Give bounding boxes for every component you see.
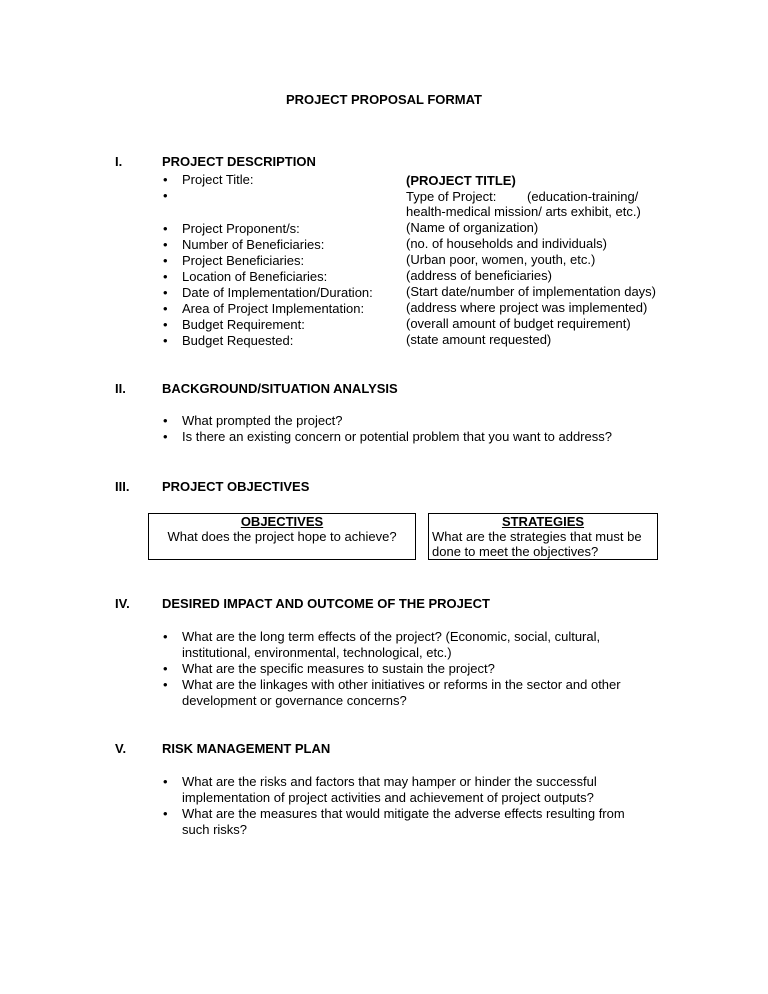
field-value: (Start date/number of implementation days) — [406, 284, 657, 299]
project-title-placeholder: (PROJECT TITLE) — [406, 173, 516, 188]
list-item-text: What are the long term effects of the project? (Economic, social, cultural, — [182, 629, 601, 644]
document-title: PROJECT PROPOSAL FORMAT — [286, 92, 482, 107]
field-value: (education-training/ — [527, 189, 639, 204]
section-heading-objectives: PROJECT OBJECTIVES — [162, 479, 310, 494]
list-item-text: What are the linkages with other initiatives or reforms in the sector and other — [182, 677, 621, 692]
list-item-text: Is there an existing concern or potential problem that you want to address? — [182, 429, 612, 444]
objectives-header: OBJECTIVES — [240, 514, 324, 529]
field-value: (state amount requested) — [406, 332, 552, 347]
section-number: V. — [115, 741, 127, 756]
field-label: Budget Requirement: — [182, 317, 305, 332]
section-heading-background: BACKGROUND/SITUATION ANALYSIS — [162, 381, 398, 396]
field-label: Project Beneficiaries: — [182, 253, 305, 268]
strategies-header: STRATEGIES — [501, 514, 585, 529]
list-item-text: What are the risks and factors that may hamper or hinder the successful — [182, 774, 597, 789]
objectives-cell — [149, 514, 416, 560]
field-label: Budget Requested: — [182, 333, 294, 348]
section-heading-impact: DESIRED IMPACT AND OUTCOME OF THE PROJECT — [162, 596, 490, 611]
field-value: (no. of households and individuals) — [406, 236, 607, 251]
list-item-text: development or governance concerns? — [182, 693, 407, 708]
field-label: Date of Implementation/Duration: — [182, 285, 373, 300]
field-label: Project Proponent/s: — [182, 221, 300, 236]
strategies-cell — [429, 514, 658, 560]
objectives-text: What does the project hope to achieve? — [167, 529, 397, 544]
field-value: (Urban poor, women, youth, etc.) — [406, 252, 596, 267]
section-number: II. — [115, 381, 126, 396]
list-item-text: implementation of project activities and achievement of project outputs? — [182, 790, 594, 805]
list-item-text: What are the measures that would mitigate the adverse effects resulting from — [182, 806, 625, 821]
section-number: I. — [115, 154, 123, 169]
field-label: Type of Project: — [406, 189, 497, 204]
field-value: health-medical mission/ arts exhibit, etc.) — [406, 204, 641, 219]
list-item-text: such risks? — [182, 822, 248, 837]
field-label: Project Title: — [182, 172, 254, 187]
section-heading-project-description: PROJECT DESCRIPTION — [162, 154, 316, 169]
list-item-text: What prompted the project? — [182, 413, 343, 428]
field-value: (address where project was implemented) — [406, 300, 648, 315]
list-item-text: institutional, environmental, technological, etc.) — [182, 645, 452, 660]
field-label: Location of Beneficiaries: — [182, 269, 328, 284]
section-heading-risk: RISK MANAGEMENT PLAN — [162, 741, 331, 756]
field-label: Number of Beneficiaries: — [182, 237, 325, 252]
section-number: IV. — [115, 596, 130, 611]
objectives-strategies-table — [148, 513, 658, 560]
field-label: Area of Project Implementation: — [182, 301, 365, 316]
field-value: (Name of organization) — [406, 220, 539, 235]
field-value: (address of beneficiaries) — [406, 268, 552, 283]
strategies-text: done to meet the objectives? — [432, 544, 599, 559]
list-item-text: What are the specific measures to sustain the project? — [182, 661, 495, 676]
strategies-text: What are the strategies that must be — [432, 529, 642, 544]
section-number: III. — [115, 479, 130, 494]
field-value: (overall amount of budget requirement) — [406, 316, 631, 331]
